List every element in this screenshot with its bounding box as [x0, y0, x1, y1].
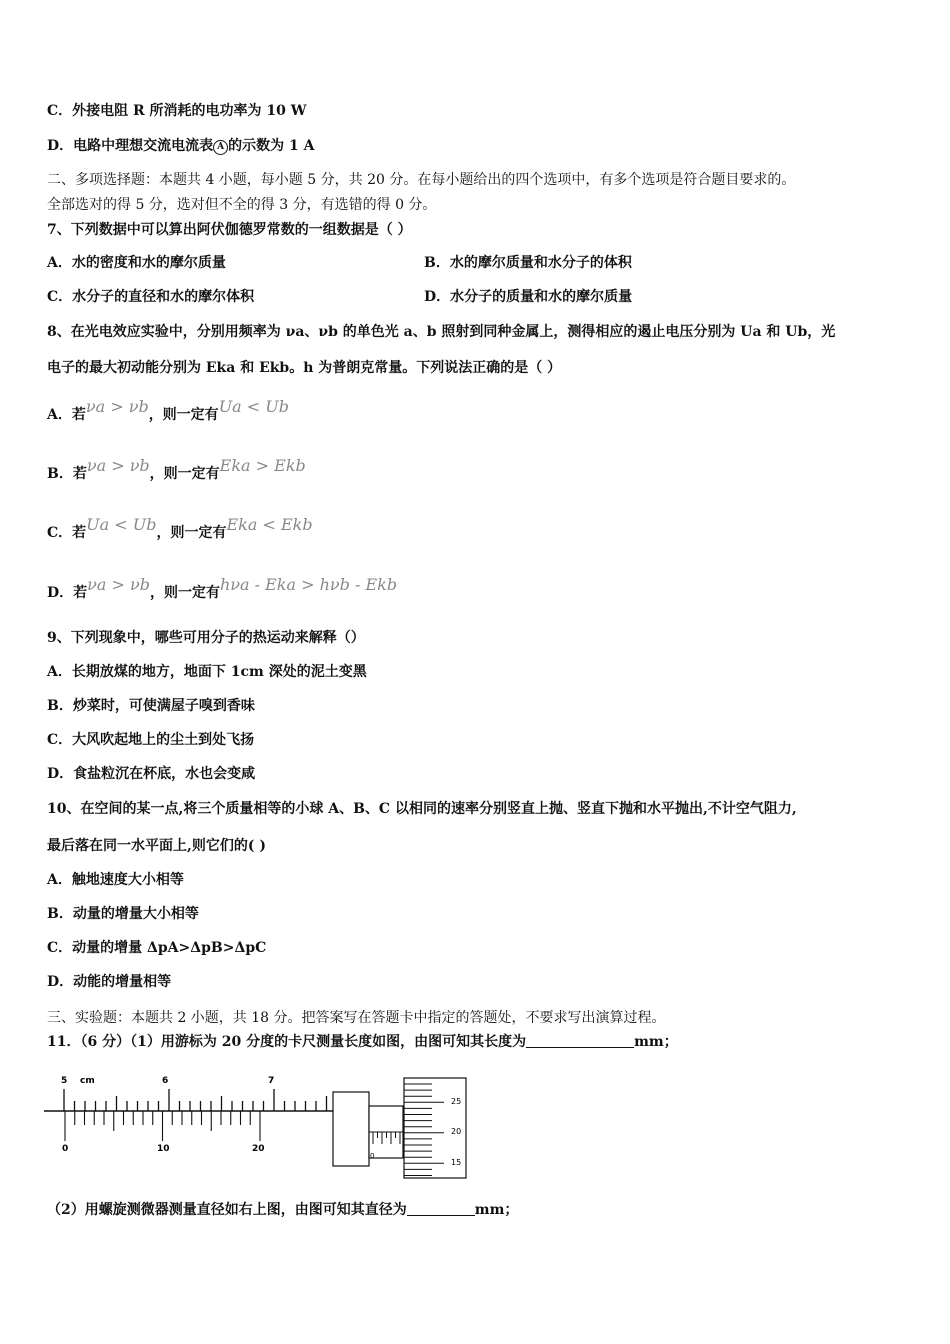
- vernier-label-10: 10: [157, 1144, 170, 1154]
- q8d-condition: νa > νb: [87, 575, 150, 594]
- q8d-connector: ，则一定有: [149, 585, 220, 601]
- q11-part2-text: （2）用螺旋测微器测量直径如右上图，由图可知其直径为: [47, 1202, 407, 1218]
- q7-options-cd: [47, 287, 633, 307]
- q9-option-c: C．大风吹起地上的尘土到处飞扬: [47, 732, 255, 748]
- q8-option-a: [47, 397, 290, 425]
- q10-option-a: A．触地速度大小相等: [47, 872, 184, 888]
- q8b-connector: ，则一定有: [149, 466, 220, 482]
- q8b-result: Eka > Ekb: [219, 456, 306, 475]
- q8-option-c: [47, 515, 313, 543]
- q7-option-a: A．水的密度和水的摩尔质量: [47, 255, 226, 271]
- vernier-label-20: 20: [252, 1144, 265, 1154]
- q8c-condition: Ua < Ub: [86, 515, 157, 534]
- q6d-text-pre: D．电路中理想交流电流表: [47, 138, 214, 154]
- q7-stem: 7、下列数据中可以算出阿伏伽德罗常数的一组数据是（ ）: [47, 222, 412, 238]
- q7-options-ab: [47, 253, 632, 273]
- q7-option-d: D．水分子的质量和水的摩尔质量: [424, 289, 633, 305]
- q10-option-c: C．动量的增量 ΔpA>ΔpB>ΔpC: [47, 940, 267, 956]
- q8b-condition: νa > νb: [86, 456, 150, 475]
- caliper-label-7: 7: [268, 1076, 275, 1086]
- q9-option-b: B．炒菜时，可使满屋子嗅到香味: [47, 698, 255, 714]
- q6d-text-post: 的示数为 1 A: [228, 138, 315, 154]
- micrometer-anvil: [333, 1092, 369, 1166]
- ammeter-icon: A: [213, 140, 228, 155]
- q8a-label: A．若: [47, 407, 86, 423]
- q8-stem-line1: 8、在光电效应实验中，分别用频率为 νa、νb 的单色光 a、b 照射到同种金属上，测得相应的遏止电压分别为 Ua 和 Ub，光: [47, 324, 836, 340]
- section3-heading: 三、实验题：本题共 2 小题，共 18 分。把答案写在答题卡中指定的答题处，不要求写出演算过程。: [47, 1010, 666, 1026]
- q10-option-b: B．动量的增量大小相等: [47, 906, 199, 922]
- q8d-result: hνa - Eka > hνb - Ekb: [219, 575, 398, 594]
- caliper-main-scale: [64, 1089, 327, 1111]
- q10-stem-line1: 10、在空间的某一点,将三个质量相等的小球 A、B、C 以相同的速率分别竖直上抛、竖直下抛和水平抛出,不计空气阻力,: [47, 801, 797, 817]
- thimble-label-25: 25: [451, 1097, 462, 1106]
- q8b-label: B．若: [47, 466, 87, 482]
- q8-option-b: [47, 456, 306, 484]
- q6-option-c: C．外接电阻 R 所消耗的电功率为 10 W: [47, 103, 307, 119]
- q7-option-c: C．水分子的直径和水的摩尔体积: [47, 289, 255, 305]
- q8-option-d: [47, 575, 398, 603]
- q11-part1-unit: mm；: [634, 1034, 678, 1050]
- q8a-connector: ，则一定有: [148, 407, 219, 423]
- caliper-vernier-scale: [65, 1111, 260, 1141]
- section2-heading-line1: 二、多项选择题：本题共 4 小题，每小题 5 分，共 20 分。在每小题给出的四个选项中，有多个选项是符合题目要求的。: [47, 172, 796, 188]
- q11-part2: [47, 1200, 518, 1220]
- caliper-label-5: 5: [61, 1076, 68, 1086]
- q9-option-a: A．长期放煤的地方，地面下 1cm 深处的泥土变黑: [47, 664, 367, 680]
- q8a-condition: νa > νb: [85, 397, 149, 416]
- q11-part1: [47, 1032, 678, 1052]
- vernier-caliper-figure: [44, 1066, 336, 1160]
- section2-heading-line2: 全部选对的得 5 分，选对但不全的得 3 分，有选错的得 0 分。: [47, 197, 437, 213]
- thimble-label-15: 15: [451, 1158, 462, 1167]
- thimble-label-20: 20: [451, 1127, 462, 1136]
- q11-answer-blank-1[interactable]: [526, 1033, 634, 1048]
- q10-option-d: D．动能的增量相等: [47, 974, 172, 990]
- vernier-label-0: 0: [62, 1144, 69, 1154]
- q9-option-d: D．食盐粒沉在杯底，水也会变咸: [47, 766, 256, 782]
- q8a-result: Ua < Ub: [218, 397, 290, 416]
- q10-stem-line2: 最后落在同一水平面上,则它们的( ): [47, 838, 266, 854]
- q7-option-b: B．水的摩尔质量和水分子的体积: [424, 255, 632, 271]
- q11-part2-unit: mm；: [474, 1202, 519, 1218]
- q9-stem: 9、下列现象中，哪些可用分子的热运动来解释（）: [47, 630, 365, 646]
- q11-answer-blank-2[interactable]: [407, 1201, 475, 1216]
- q8c-connector: ，则一定有: [156, 525, 227, 541]
- caliper-label-cm: cm: [80, 1076, 95, 1086]
- q6-option-d: [47, 136, 315, 156]
- sleeve-label-0: 0: [370, 1152, 375, 1160]
- q8c-label: C．若: [47, 525, 87, 541]
- q8d-label: D．若: [47, 585, 88, 601]
- q8-stem-line2: 电子的最大初动能分别为 Eka 和 Ekb。h 为普朗克常量。下列说法正确的是（ ）: [47, 360, 562, 376]
- q11-part1-text: 11．（6 分）（1）用游标为 20 分度的卡尺测量长度如图，由图可知其长度为: [47, 1034, 527, 1050]
- q8c-result: Eka < Ekb: [226, 515, 313, 534]
- caliper-label-6: 6: [162, 1076, 169, 1086]
- micrometer-figure: [332, 1076, 472, 1182]
